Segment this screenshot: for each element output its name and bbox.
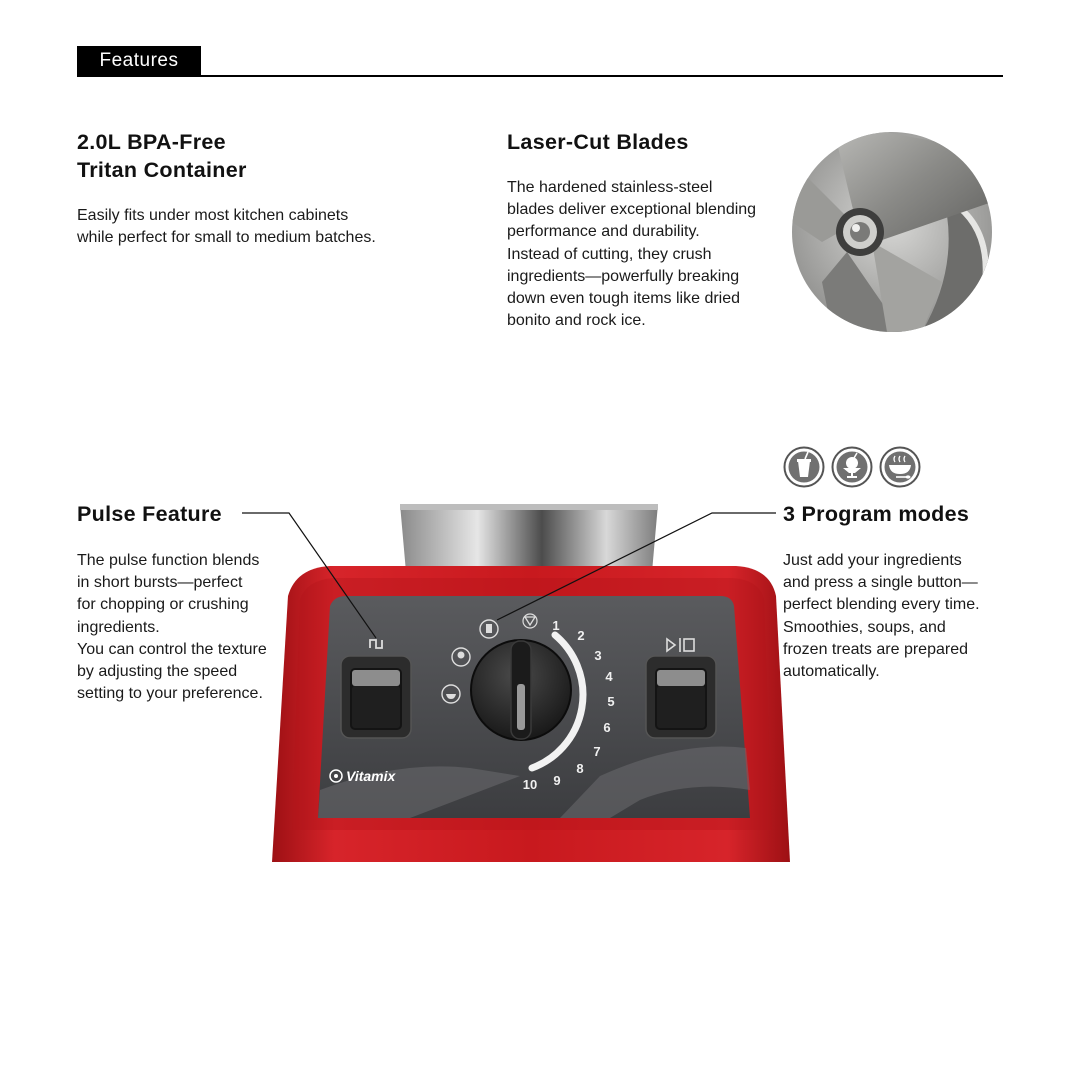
- blender-base: [268, 500, 796, 862]
- blades-description-line: down even tough items like dried: [507, 290, 741, 308]
- programs-description: [783, 550, 980, 683]
- programs-title-line: 3 Program modes: [783, 502, 970, 526]
- pulse-description-line: ingredients.: [77, 618, 160, 636]
- programs-description-line: perfect blending every time.: [783, 596, 980, 614]
- programs-description-line: frozen treats are prepared: [783, 640, 968, 658]
- container-description: [77, 205, 376, 249]
- soup-icon: [881, 448, 920, 487]
- speed-label: 8: [576, 761, 584, 776]
- programs-description-line: automatically.: [783, 663, 880, 681]
- blades-description-line: bonito and rock ice.: [507, 312, 646, 330]
- pulse-title-line: Pulse Feature: [77, 502, 222, 526]
- pulse-description: [77, 550, 267, 705]
- blades-description-line: The hardened stainless-steel: [507, 179, 713, 196]
- container-description-line: while perfect for small to medium batches.: [77, 229, 376, 247]
- blades-title-line: Laser-Cut Blades: [507, 130, 689, 154]
- container-title-line: 2.0L BPA-Free: [77, 130, 226, 154]
- pulse-description-line: for chopping or crushing: [77, 596, 249, 614]
- pulse-title: [77, 500, 222, 528]
- header-rule: [77, 75, 1003, 77]
- speed-label: 9: [553, 773, 561, 788]
- smoothie-icon: [785, 448, 824, 487]
- pulse-description-line: The pulse function blends: [77, 552, 260, 569]
- speed-label: 4: [605, 669, 613, 684]
- programs-title: [783, 500, 969, 528]
- blades-description: [507, 177, 756, 332]
- program-icons: [783, 444, 923, 490]
- pulse-description-line: setting to your preference.: [77, 685, 263, 703]
- pulse-description-line: in short bursts—perfect: [77, 574, 243, 592]
- blade-image: [792, 132, 992, 332]
- pulse-description-line: by adjusting the speed: [77, 663, 238, 681]
- frozen-dessert-icon: [833, 448, 872, 487]
- programs-description-line: Smoothies, soups, and: [783, 618, 946, 636]
- speed-label: 6: [603, 720, 611, 735]
- blades-description-line: Instead of cutting, they crush: [507, 245, 712, 263]
- speed-label: 1: [552, 618, 560, 633]
- blades-description-line: blades deliver exceptional blending: [507, 201, 757, 219]
- container-description-line: Easily fits under most kitchen cabinets: [77, 207, 349, 224]
- brand-name: Vitamix: [346, 768, 396, 784]
- container-jar: [400, 504, 658, 572]
- speed-label: 7: [593, 744, 601, 759]
- blades-title: [507, 128, 689, 156]
- pulse-description-line: You can control the texture: [77, 640, 267, 658]
- features-tab: Features: [77, 46, 201, 76]
- speed-label: 2: [577, 628, 585, 643]
- programs-description-line: Just add your ingredients: [783, 552, 962, 569]
- container-title: [77, 128, 247, 184]
- speed-label: 5: [607, 694, 615, 709]
- blades-description-line: performance and durability.: [507, 223, 700, 241]
- blades-description-line: ingredients—powerfully breaking: [507, 267, 740, 285]
- speed-dial[interactable]: [471, 640, 571, 740]
- container-title-line: Tritan Container: [77, 158, 247, 182]
- speed-label: 3: [594, 648, 602, 663]
- programs-description-line: and press a single button—: [783, 574, 978, 592]
- speed-label: 10: [522, 777, 538, 792]
